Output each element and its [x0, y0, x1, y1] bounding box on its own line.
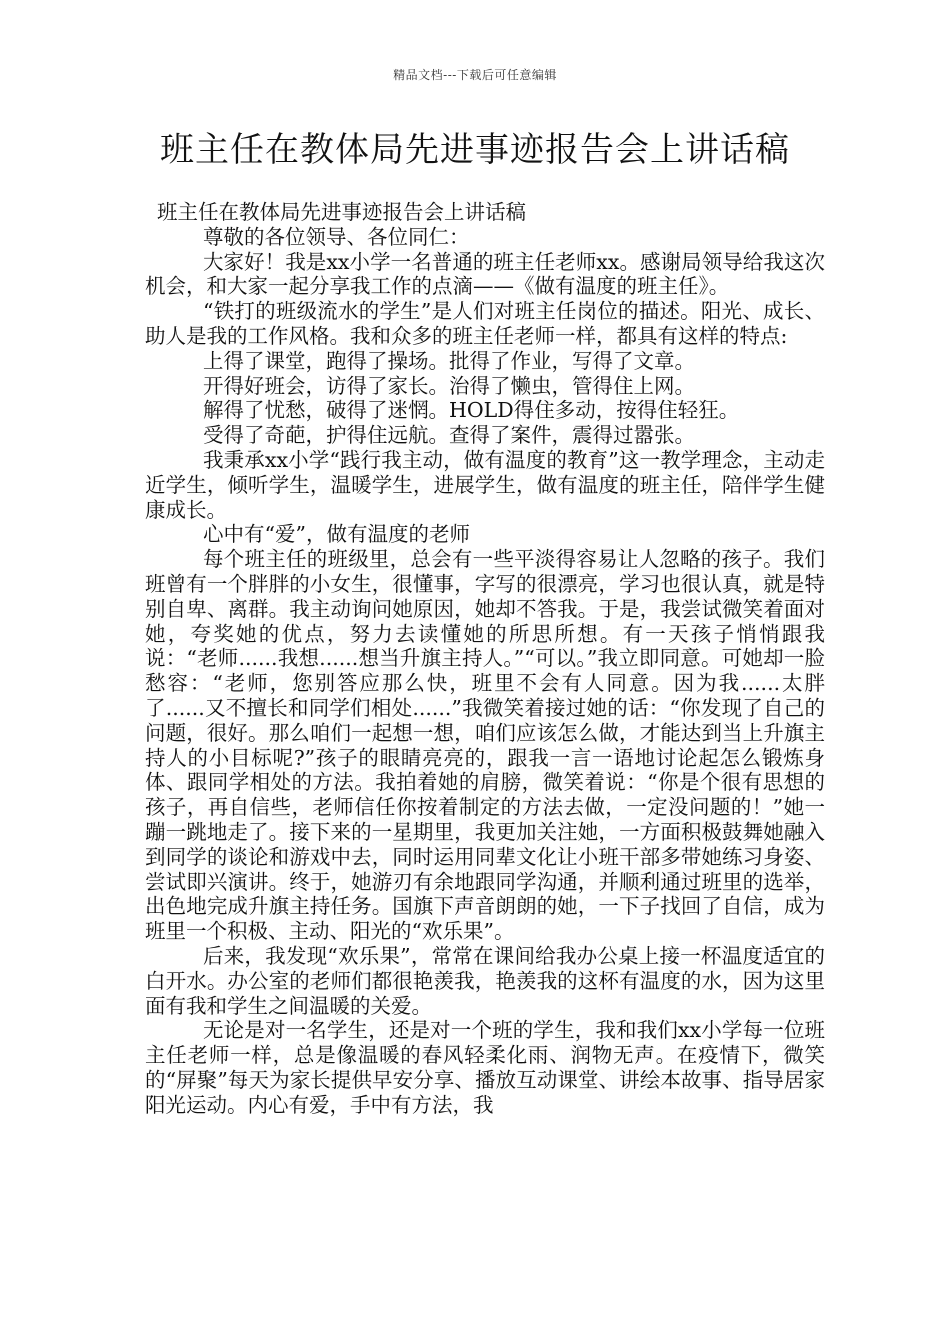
subtitle-paragraph: 班主任在教体局先进事迹报告会上讲话稿: [157, 200, 526, 224]
body-paragraph: 每个班主任的班级里，总会有一些平淡得容易让人忽略的孩子。我们班曾有一个胖胖的小女生，很懂事，字写的很漂亮，学习也很认真，就是特别自卑、离群。我主动询问她原因，她却不答我。于是，我尝试微笑着面对她，夸奖她的优点，努力去读懂她的所思所想。有一天孩子悄悄跟我说：“老师......我想......想当升旗主持人。”“可以。”我立即同意。可她却一脸愁容：“老师，您别答应那么快，班里不会有人同意。因为我......太胖了......又不擅长和同学们相处......”我微笑着接过她的话：“你发现了自己的问题，很好。那么咱们一起想一想，咱们应该怎么做，才能达到当上升旗主持人的小目标呢?”孩子的眼睛亮亮的，跟我一言一语地讨论起怎么锻炼身体、跟同学相处的方法。我拍着她的肩膀，微笑着说：“你是个很有思想的孩子，再自信些，老师信任你按着制定的方法去做，一定没问题的！”她一蹦一跳地走了。接下来的一星期里，我更加关注她，一方面积极鼓舞她融入到同学的谈论和游戏中去，同时运用同辈文化让小班干部多带她练习身姿、尝试即兴演讲。终于，她游刃有余地跟同学沟通，并顺利通过班里的选举，出色地完成升旗主持任务。国旗下声音朗朗的她，一下子找回了自信，成为班里一个积极、主动、阳光的“欢乐果”。: [145, 547, 825, 944]
body-paragraph: 无论是对一名学生，还是对一个班的学生，我和我们xx小学每一位班主任老师一样，总是像温暖的春风轻柔化雨、润物无声。在疫情下，微笑的“屏聚”每天为家长提供早安分享、播放互动课堂、讲绘本故事、指导居家阳光运动。内心有爱，手中有方法，我: [145, 1018, 825, 1117]
body-paragraph: “铁打的班级流水的学生”是人们对班主任岗位的描述。阳光、成长、助人是我的工作风格。我和众多的班主任老师一样，都具有这样的特点:: [145, 299, 825, 348]
document-title: 班主任在教体局先进事迹报告会上讲话稿: [160, 130, 790, 170]
section-heading: 心中有“爱”，做有温度的老师: [203, 522, 470, 547]
salutation-paragraph: 尊敬的各位领导、各位同仁：: [203, 224, 470, 249]
verse-line: 上得了课堂，跑得了操场。批得了作业，写得了文章。: [203, 348, 695, 373]
document-body: [145, 200, 825, 1117]
verse-line: 受得了奇葩，护得住远航。查得了案件，震得过嚣张。: [203, 423, 695, 448]
verse-line: 解得了忧愁，破得了迷惘。HOLD得住多动，按得住轻狂。: [203, 398, 740, 423]
verse-line: 开得好班会，访得了家长。治得了懒虫，管得住上网。: [203, 373, 695, 398]
body-paragraph: 大家好！我是xx小学一名普通的班主任老师xx。感谢局领导给我这次机会，和大家一起分享我工作的点滴——《做有温度的班主任》。: [145, 249, 825, 299]
header-note: 精品文档---下载后可任意编辑: [393, 68, 557, 82]
body-paragraph: 我秉承xx小学“践行我主动，做有温度的教育”这一教学理念，主动走近学生，倾听学生，温暖学生，进展学生，做有温度的班主任，陪伴学生健康成长。: [145, 447, 825, 522]
body-paragraph: 后来，我发现“欢乐果”，常常在课间给我办公桌上接一杯温度适宜的白开水。办公室的老师们都很艳羡我，艳羡我的这杯有温度的水，因为这里面有我和学生之间温暖的关爱。: [145, 943, 825, 1018]
